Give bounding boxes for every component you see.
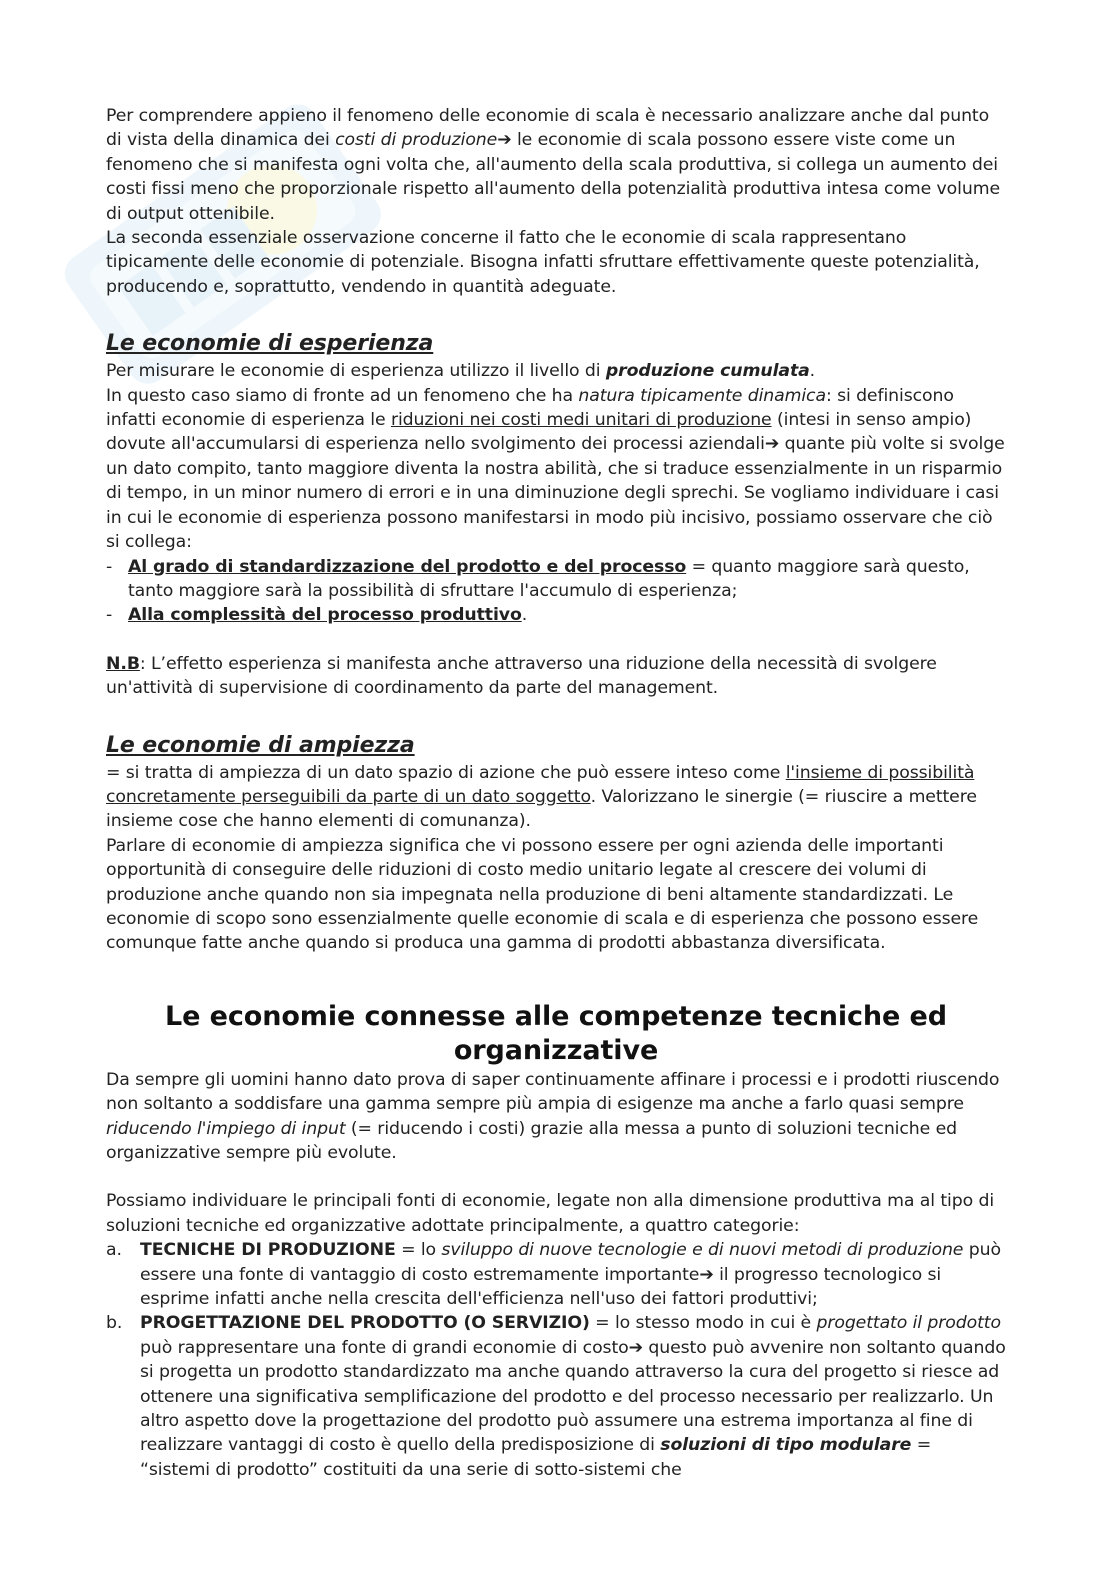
chapter-title-competenze: Le economie connesse alle competenze tecniche ed organizzative bbox=[165, 1000, 947, 1066]
ampiezza-paragraph-2: Parlare di economie di ampiezza significa che vi possono essere per ogni azienda delle importanti opportunità di conseguire delle riduzioni di costo medio unitario legate al crescere dei volumi di produzione anche quando non sia impegnata nella produzione di beni altamente standardizzati. Le economie di scopo sono essenzialmente quelle economie di scala e di esperienza che possono essere comunque fatte anche quando si produca una gamma di prodotti abbastanza diversificata. bbox=[106, 835, 979, 954]
document-page bbox=[106, 104, 1006, 1482]
potenziale-paragraph: La seconda essenziale osservazione concerne il fatto che le economie di scala rappresentano tipicamente delle economie di potenziale. Bisogna infatti sfruttare effettivamente queste potenzialità, producendo e, soprattutto, vendendo in quantità adeguate. bbox=[106, 228, 980, 297]
list-item: b. PROGETTAZIONE DEL PRODOTTO (O SERVIZIO) = lo stesso modo in cui è progettato il prodotto può rappresentare una fonte di grandi economie di costo➔ questo può avvenire non soltanto quando si progetta un prodotto standardizzato ma anche quando attraverso la cura del progetto si riesce ad ottenere una significativa semplificazione del prodotto e del processo necessario per realizzarlo. Un altro aspetto dove la progettazione del prodotto può assumere una estrema importanza al fine di realizzare vantaggi di costo è quello della predisposizione di soluzioni di tipo modulare = “sistemi di prodotto” costituiti da una serie di sotto-sistemi che bbox=[106, 1313, 1006, 1480]
esperienza-paragraph-1: Per misurare le economie di esperienza utilizzo il livello di produzione cumulata. bbox=[106, 361, 816, 382]
intro-paragraph: Per comprendere appieno il fenomeno delle economie di scala è necessario analizzare anche dal punto di vista della dinamica dei costi di produzione➔ le economie di scala possono essere viste come un fenomeno che si manifesta ogni volta che, all'aumento della scala produttiva, si collega un aumento dei costi fissi meno che proporzionale rispetto all'aumento della potenzialità produttiva intesa come volume di output ottenibile. bbox=[106, 106, 1000, 224]
competenze-list bbox=[106, 1238, 1006, 1482]
ampiezza-paragraph-1: = si tratta di ampiezza di un dato spazio di azione che può essere inteso come l'insieme di possibilità concretamente perseguibili da parte di un dato soggetto. Valorizzano le sinergie (= riuscire a mettere insieme cose che hanno elementi di comunanza). bbox=[106, 762, 977, 832]
esperienza-paragraph-2: In questo caso siamo di fronte ad un fenomeno che ha natura tipicamente dinamica: si definiscono infatti economie di esperienza le riduzioni nei costi medi unitari di produzione (intesi in senso ampio) dovute all'accumularsi di esperienza nello svolgimento dei processi aziendali➔ quante più volte si svolge un dato compito, tanto maggiore diventa la nostra abilità, che si traduce essenzialmente in un risparmio di tempo, in un minor numero di errori e in una diminuzione degli sprechi. Se vogliamo individuare i casi in cui le economie di esperienza possono manifestarsi in modo più incisivo, possiamo osservare che ciò si collega: bbox=[106, 385, 1005, 553]
list-item: - Alla complessità del processo produttivo. bbox=[106, 605, 528, 626]
section-title-ampiezza: Le economie di ampiezza bbox=[106, 732, 415, 758]
competenze-paragraph-2: Possiamo individuare le principali fonti di economie, legate non alla dimensione produttiva ma al tipo di soluzioni tecniche ed organizzative adottate principalmente, a quattro categorie: bbox=[106, 1191, 995, 1236]
list-item: a. TECNICHE DI PRODUZIONE = lo sviluppo di nuove tecnologie e di nuovi metodi di produzione può essere una fonte di vantaggio di costo estremamente importante➔ il progresso tecnologico si esprime infatti anche nella crescita dell'efficienza nell'uso dei fattori produttivi; bbox=[106, 1240, 1001, 1310]
list-item: - Al grado di standardizzazione del prodotto e del processo = quanto maggiore sarà questo, tanto maggiore sarà la possibilità di sfruttare l'accumulo di esperienza; bbox=[106, 556, 970, 601]
competenze-paragraph-1: Da sempre gli uomini hanno dato prova di saper continuamente affinare i processi e i prodotti riuscendo non soltanto a soddisfare una gamma sempre più ampia di esigenze ma anche a farlo quasi sempre riducendo l'impiego di input (= riducendo i costi) grazie alla messa a punto di soluzioni tecniche ed organizzative sempre più evolute. bbox=[106, 1069, 1000, 1163]
nota-bene: N.B: L’effetto esperienza si manifesta anche attraverso una riduzione della necessità di svolgere un'attività di supervisione di coordinamento da parte del management. bbox=[106, 653, 937, 699]
section-title-esperienza: Le economie di esperienza bbox=[106, 331, 434, 357]
esperienza-list bbox=[106, 555, 1006, 628]
